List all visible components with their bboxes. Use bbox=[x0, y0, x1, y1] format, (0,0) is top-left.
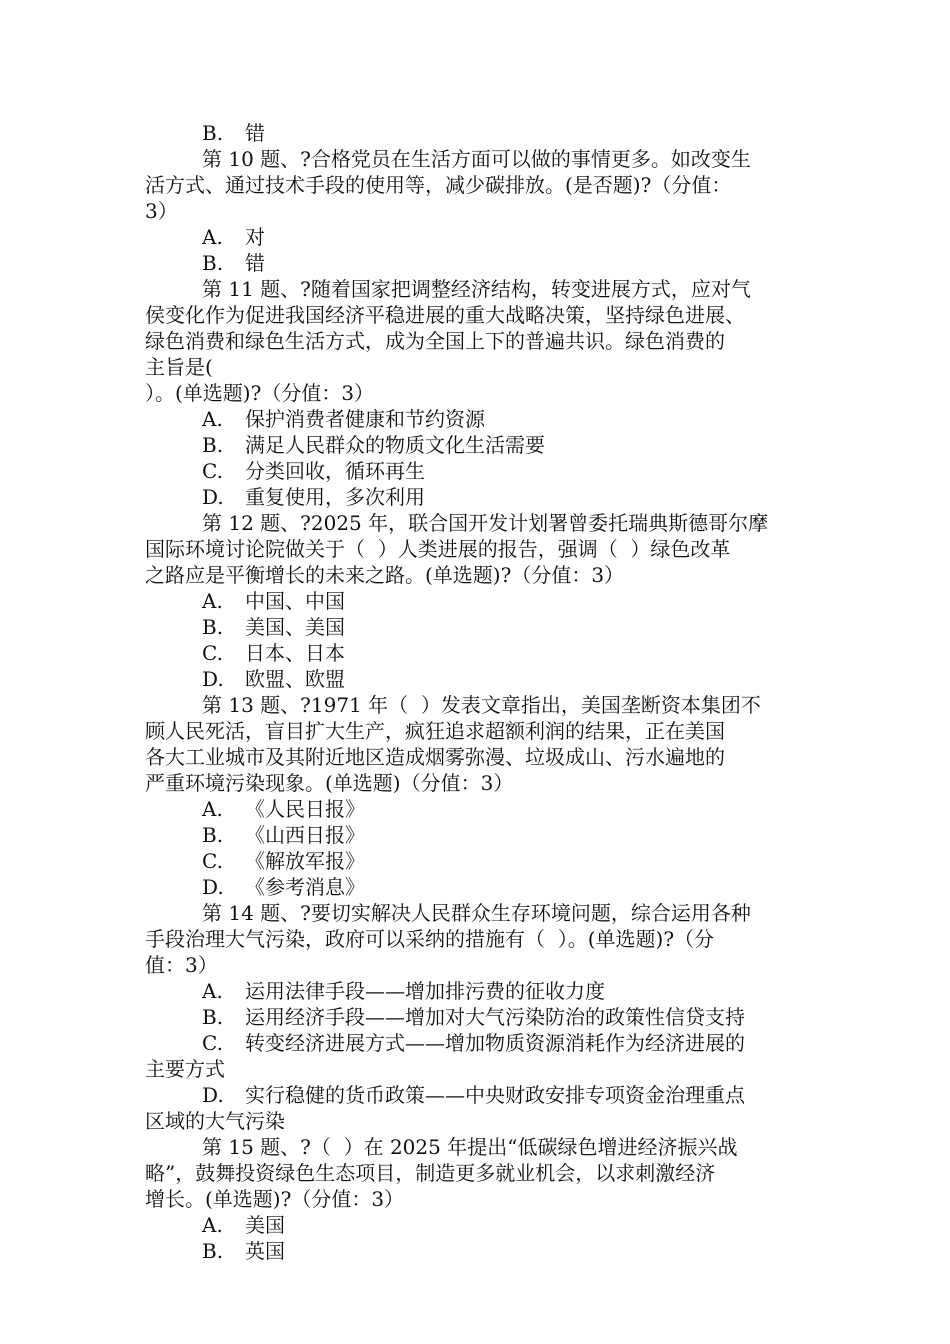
answer-option bbox=[145, 1082, 810, 1108]
option-text: 《解放军报》 bbox=[245, 849, 365, 873]
option-label: A. bbox=[202, 589, 223, 613]
option-label: A. bbox=[202, 797, 223, 821]
option-text: 分类回收，循环再生 bbox=[245, 459, 425, 483]
question-text-continuation: 之路应是平衡增长的未来之路。(单选题)?（分值：3） bbox=[145, 563, 625, 587]
answer-option bbox=[145, 848, 810, 874]
option-label: B. bbox=[202, 121, 224, 145]
question-text-continuation: 增长。(单选题)?（分值：3） bbox=[145, 1187, 405, 1211]
answer-option bbox=[145, 822, 810, 848]
option-label: C. bbox=[202, 1031, 223, 1055]
question-text-continuation: ）。(单选题)?（分值：3） bbox=[145, 381, 375, 405]
answer-option bbox=[145, 484, 810, 510]
question-text: 第 11 题、?随着国家把调整经济结构，转变进展方式，应对气 bbox=[202, 277, 751, 301]
option-text: 对 bbox=[245, 225, 265, 249]
option-label: B. bbox=[202, 433, 224, 457]
question-text-continuation: 活方式、通过技术手段的使用等，减少碳排放。(是否题)?（分值： bbox=[145, 173, 732, 197]
answer-option bbox=[145, 614, 810, 640]
option-text: 实行稳健的货币政策——中央财政安排专项资金治理重点 bbox=[245, 1083, 745, 1107]
question-text-continuation: 国际环境讨论院做关于（ ）人类进展的报告，强调（ ）绿色改革 bbox=[145, 537, 731, 561]
answer-option bbox=[145, 406, 810, 432]
option-label: B. bbox=[202, 615, 224, 639]
option-label: D. bbox=[202, 667, 224, 691]
question-text: 第 14 题、?要切实解决人民群众生存环境问题，综合运用各种 bbox=[202, 901, 751, 925]
answer-option bbox=[145, 1212, 810, 1238]
answer-option bbox=[145, 874, 810, 900]
option-text: 运用法律手段——增加排污费的征收力度 bbox=[245, 979, 605, 1003]
option-label: D. bbox=[202, 875, 224, 899]
option-text: 美国、美国 bbox=[245, 615, 345, 639]
answer-option bbox=[145, 796, 810, 822]
question-text-continuation: 3） bbox=[145, 199, 178, 223]
option-label: B. bbox=[202, 1239, 224, 1263]
answer-option bbox=[145, 978, 810, 1004]
answer-option bbox=[145, 432, 810, 458]
answer-option-continuation bbox=[145, 1056, 810, 1082]
option-text: 《山西日报》 bbox=[245, 823, 365, 847]
option-text: 满足人民群众的物质文化生活需要 bbox=[245, 433, 545, 457]
answer-option-continuation bbox=[145, 1108, 810, 1134]
answer-option bbox=[145, 1030, 810, 1056]
option-label: A. bbox=[202, 1213, 223, 1237]
option-text: 日本、日本 bbox=[245, 641, 345, 665]
option-label: C. bbox=[202, 641, 223, 665]
option-text: 转变经济进展方式——增加物质资源消耗作为经济进展的 bbox=[245, 1031, 745, 1055]
option-text: 《人民日报》 bbox=[245, 797, 365, 821]
option-label: B. bbox=[202, 823, 224, 847]
answer-option bbox=[145, 1004, 810, 1030]
option-label: A. bbox=[202, 979, 223, 1003]
question-text: 第 15 题、?（ ）在 2025 年提出“低碳绿色增进经济振兴战 bbox=[202, 1135, 738, 1159]
answer-option bbox=[145, 250, 810, 276]
question-text-continuation: 严重环境污染现象。(单选题)（分值：3） bbox=[145, 771, 514, 795]
option-label: B. bbox=[202, 1005, 224, 1029]
option-text: 错 bbox=[245, 251, 265, 275]
question-text-continuation: 值：3） bbox=[145, 953, 218, 977]
option-text: 错 bbox=[245, 121, 265, 145]
option-label: D. bbox=[202, 1083, 224, 1107]
answer-option bbox=[145, 588, 810, 614]
answer-option bbox=[145, 640, 810, 666]
question-text: 第 10 题、?合格党员在生活方面可以做的事情更多。如改变生 bbox=[202, 147, 751, 171]
option-text: 美国 bbox=[245, 1213, 285, 1237]
option-text: 主要方式 bbox=[145, 1057, 225, 1081]
option-label: C. bbox=[202, 459, 223, 483]
answer-option bbox=[145, 224, 810, 250]
question-text: 第 13 题、?1971 年（ ）发表文章指出，美国垄断资本集团不 bbox=[202, 693, 761, 717]
option-label: B. bbox=[202, 251, 224, 275]
question-text-continuation: 侯变化作为促进我国经济平稳进展的重大战略决策，坚持绿色进展、 bbox=[145, 303, 745, 327]
document-page bbox=[145, 120, 810, 1264]
question-text-continuation: 手段治理大气污染，政府可以采纳的措施有（ ）。(单选题)?（分 bbox=[145, 927, 715, 951]
question-text-continuation: 绿色消费和绿色生活方式，成为全国上下的普遍共识。绿色消费的 bbox=[145, 329, 725, 353]
option-text: 区域的大气污染 bbox=[145, 1109, 285, 1133]
answer-option bbox=[145, 120, 810, 146]
answer-option bbox=[145, 1238, 810, 1264]
option-label: A. bbox=[202, 225, 223, 249]
option-label: A. bbox=[202, 407, 223, 431]
option-label: C. bbox=[202, 849, 223, 873]
option-text: 欧盟、欧盟 bbox=[245, 667, 345, 691]
question-text-continuation: 略”，鼓舞投资绿色生态项目，制造更多就业机会，以求刺激经济 bbox=[145, 1161, 716, 1185]
option-text: 英国 bbox=[245, 1239, 285, 1263]
question-text-continuation: 各大工业城市及其附近地区造成烟雾弥漫、垃圾成山、污水遍地的 bbox=[145, 745, 725, 769]
option-text: 中国、中国 bbox=[245, 589, 345, 613]
question-text-continuation: 顾人民死活，盲目扩大生产，疯狂追求超额利润的结果，正在美国 bbox=[145, 719, 725, 743]
option-label: D. bbox=[202, 485, 224, 509]
question-text: 第 12 题、?2025 年，联合国开发计划署曾委托瑞典斯德哥尔摩 bbox=[202, 511, 769, 535]
option-text: 保护消费者健康和节约资源 bbox=[245, 407, 485, 431]
answer-option bbox=[145, 458, 810, 484]
option-text: 重复使用，多次利用 bbox=[245, 485, 425, 509]
question-text-continuation: 主旨是( bbox=[145, 355, 213, 379]
option-text: 《参考消息》 bbox=[245, 875, 365, 899]
option-text: 运用经济手段——增加对大气污染防治的政策性信贷支持 bbox=[245, 1005, 745, 1029]
answer-option bbox=[145, 666, 810, 692]
